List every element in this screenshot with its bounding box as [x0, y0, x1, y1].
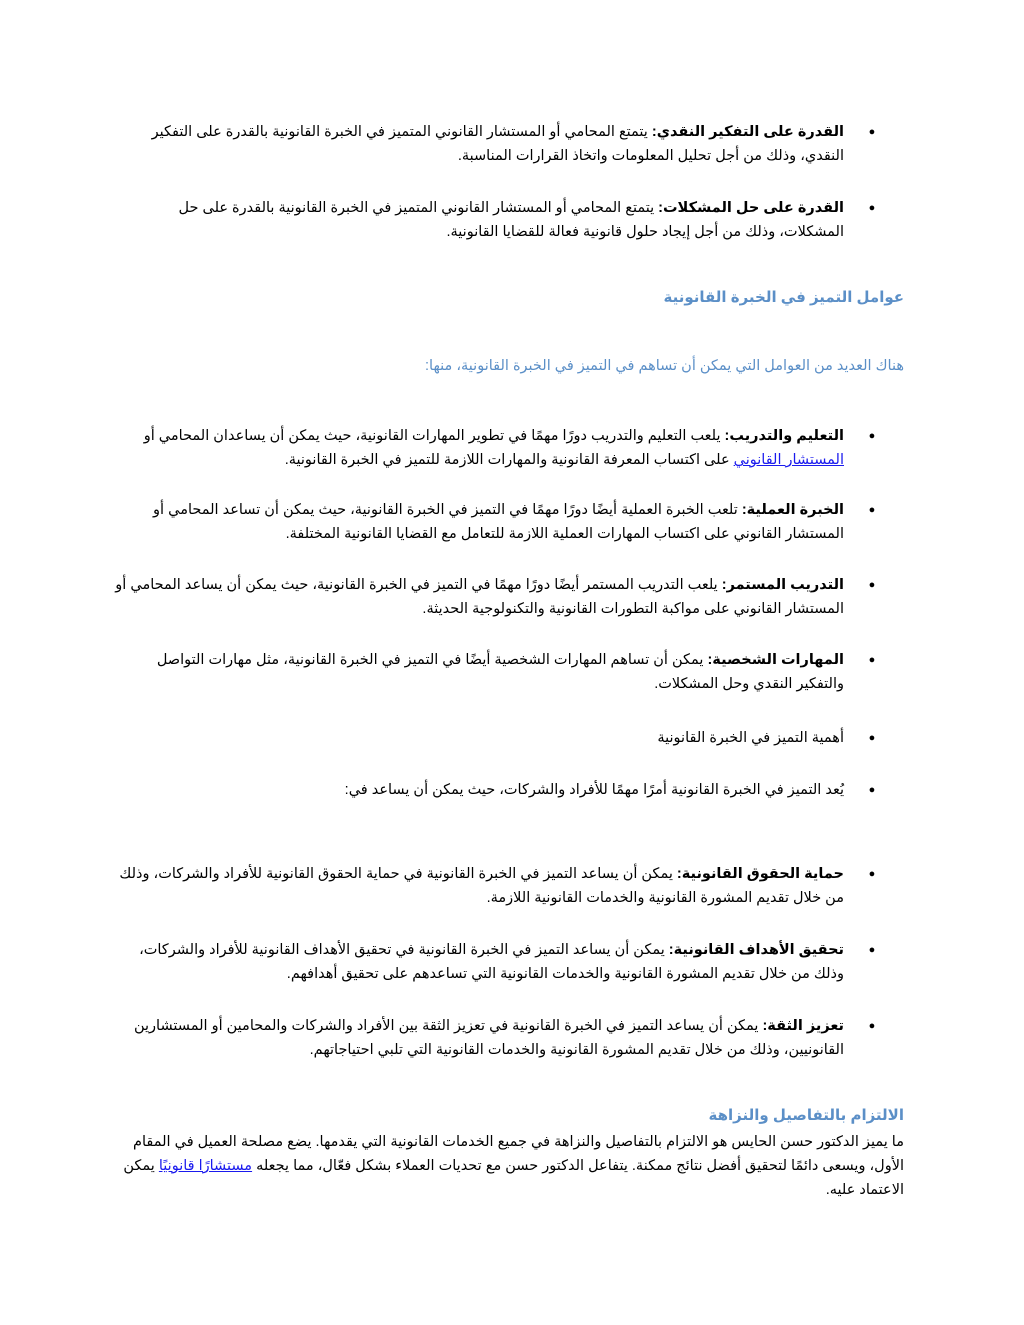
- bullet-icon: ●: [868, 654, 876, 666]
- legal-consultant-link[interactable]: مستشارًا قانونيًا: [158, 1158, 253, 1174]
- bullet-icon: ●: [868, 430, 876, 442]
- list-item-protect-rights: [114, 862, 904, 910]
- factor-training-block: [114, 573, 904, 621]
- list-item-critical-thinking: [114, 120, 904, 168]
- factors-list: [114, 424, 904, 472]
- item-text-after: على اكتساب المعرفة القانونية والمهارات اللازمة للتميز في الخبرة القانونية.: [284, 452, 734, 468]
- item-text-before: يلعب التعليم والتدريب دورًا مهمًا في تطوير المهارات القانونية، حيث يمكن أن يساعدان المحامي أو: [143, 428, 725, 444]
- importance-intro-list: [114, 778, 904, 802]
- importance-block: [114, 726, 904, 750]
- item-text: يمكن أن تساهم المهارات الشخصية أيضًا في التميز في الخبرة القانونية، مثل مهارات التواصل والتفكير النقدي وحل المشكلات.: [156, 652, 844, 692]
- importance-list: [114, 726, 904, 750]
- problem-solving-list: [114, 196, 904, 244]
- list-item-personal-skills: [114, 648, 904, 696]
- item-text: يمكن أن يساعد التميز في الخبرة القانونية في تحقيق الأهداف القانونية للأفراد والشركات، وذلك من خلال تقديم المشورة القانونية والخدمات القانونية التي تساعدهم على تحقيق أهدافهم.: [139, 942, 844, 982]
- item-text: يُعد التميز في الخبرة القانونية أمرًا مهمًا للأفراد والشركات، حيث يمكن أن يساعد في:: [344, 782, 844, 798]
- item-title: التدريب المستمر:: [721, 577, 844, 593]
- bullet-icon: ●: [868, 1020, 876, 1032]
- bullet-icon: ●: [868, 868, 876, 880]
- list-item-achieve-goals: [114, 938, 904, 986]
- bullet-icon: ●: [868, 944, 876, 956]
- paragraph-text-before: ما يميز الدكتور حسن الحايس هو الالتزام بالتفاصيل والنزاهة في جميع الخدمات القانونية التي يقدمها. يضع مصلحة العميل في المقام الأول، ويسعى دائمًا لتحقيق أفضل نتائج ممكنة. يتفاعل الدكتور حسن مع تحديات العملاء بشكل فعّال، مما يجعله: [133, 1134, 904, 1174]
- benefits-list-3: [114, 1014, 904, 1062]
- problem-solving-block: [114, 196, 904, 244]
- item-title: الخبرة العملية:: [741, 502, 844, 518]
- item-text: تلعب الخبرة العملية أيضًا دورًا مهمًا في التميز في الخبرة القانونية، حيث يمكن أن تساعد المحامي أو المستشار القانوني على اكتساب المهارات العملية اللازمة للتعامل مع القضايا القانونية المختلفة.: [153, 502, 844, 542]
- benefit-rights-block: [114, 862, 904, 910]
- item-title: تعزيز الثقة:: [762, 1018, 844, 1034]
- item-title: التعليم والتدريب:: [724, 428, 844, 444]
- item-text: يتمتع المحامي أو المستشار القانوني المتميز في الخبرة القانونية بالقدرة على التفكير النقدي، وذلك من أجل تحليل المعلومات واتخاذ القرارات المناسبة.: [151, 124, 844, 164]
- benefits-list-2: [114, 938, 904, 986]
- list-item-importance: [114, 726, 904, 750]
- list-item-problem-solving: [114, 196, 904, 244]
- factors-list-3: [114, 573, 904, 621]
- critical-skills-list-block: [114, 120, 904, 168]
- item-text: يمكن أن يساعد التميز في الخبرة القانونية في تعزيز الثقة بين الأفراد والشركات والمحامين أو المستشارين القانونيين، وذلك من خلال تقديم المشورة القانونية والخدمات القانونية التي تلبي احتياجاتهم.: [133, 1018, 844, 1058]
- section-intro: هناك العديد من العوامل التي يمكن أن تساهم في التميز في الخبرة القانونية، منها:: [425, 358, 904, 374]
- list-item-build-trust: [114, 1014, 904, 1062]
- item-text: يلعب التدريب المستمر أيضًا دورًا مهمًا في التميز في الخبرة القانونية، حيث يمكن أن يساعد المحامي أو المستشار القانوني على مواكبة التطورات القانونية والتكنولوجية الحديثة.: [115, 577, 844, 617]
- factors-list-2: [114, 498, 904, 546]
- benefit-trust-block: [114, 1014, 904, 1062]
- item-title: القدرة على حل المشكلات:: [658, 200, 844, 216]
- bullet-icon: ●: [868, 202, 876, 214]
- item-text: يمكن أن يساعد التميز في الخبرة القانونية في حماية الحقوق القانونية للأفراد والشركات، وذلك من خلال تقديم المشورة القانونية والخدمات القانونية اللازمة.: [119, 866, 844, 906]
- factors-list-4: [114, 648, 904, 696]
- item-title: المهارات الشخصية:: [707, 652, 844, 668]
- list-item-importance-intro: [114, 778, 904, 802]
- section-heading-commitment: الالتزام بالتفاصيل والنزاهة: [708, 1107, 904, 1124]
- commitment-paragraph: [114, 1130, 904, 1202]
- critical-skills-list: [114, 120, 904, 168]
- factor-education-block: [114, 424, 904, 472]
- bullet-icon: ●: [868, 732, 876, 744]
- bullet-icon: ●: [868, 784, 876, 796]
- list-item-education: [114, 424, 904, 472]
- importance-intro-block: [114, 778, 904, 802]
- item-title: حماية الحقوق القانونية:: [676, 866, 844, 882]
- factor-personal-skills-block: [114, 648, 904, 696]
- benefits-list: [114, 862, 904, 910]
- item-title: القدرة على التفكير النقدي:: [651, 124, 844, 140]
- bullet-icon: ●: [868, 126, 876, 138]
- benefit-goals-block: [114, 938, 904, 986]
- section-heading-excellence-factors: عوامل التميز في الخبرة القانونية: [663, 289, 904, 306]
- list-item-practical-experience: [114, 498, 904, 546]
- factor-practical-block: [114, 498, 904, 546]
- item-text: أهمية التميز في الخبرة القانونية: [657, 730, 844, 746]
- item-text: يتمتع المحامي أو المستشار القانوني المتميز في الخبرة القانونية بالقدرة على حل المشكلات، وذلك من أجل إيجاد حلول قانونية فعالة للقضايا القانونية.: [178, 200, 844, 240]
- item-title: تحقيق الأهداف القانونية:: [668, 942, 844, 958]
- paragraph-text-after: يمكن الاعتماد عليه.: [123, 1158, 904, 1198]
- legal-advisor-link[interactable]: المستشار القانوني: [733, 452, 844, 468]
- bullet-icon: ●: [868, 504, 876, 516]
- bullet-icon: ●: [868, 579, 876, 591]
- list-item-continuous-training: [114, 573, 904, 621]
